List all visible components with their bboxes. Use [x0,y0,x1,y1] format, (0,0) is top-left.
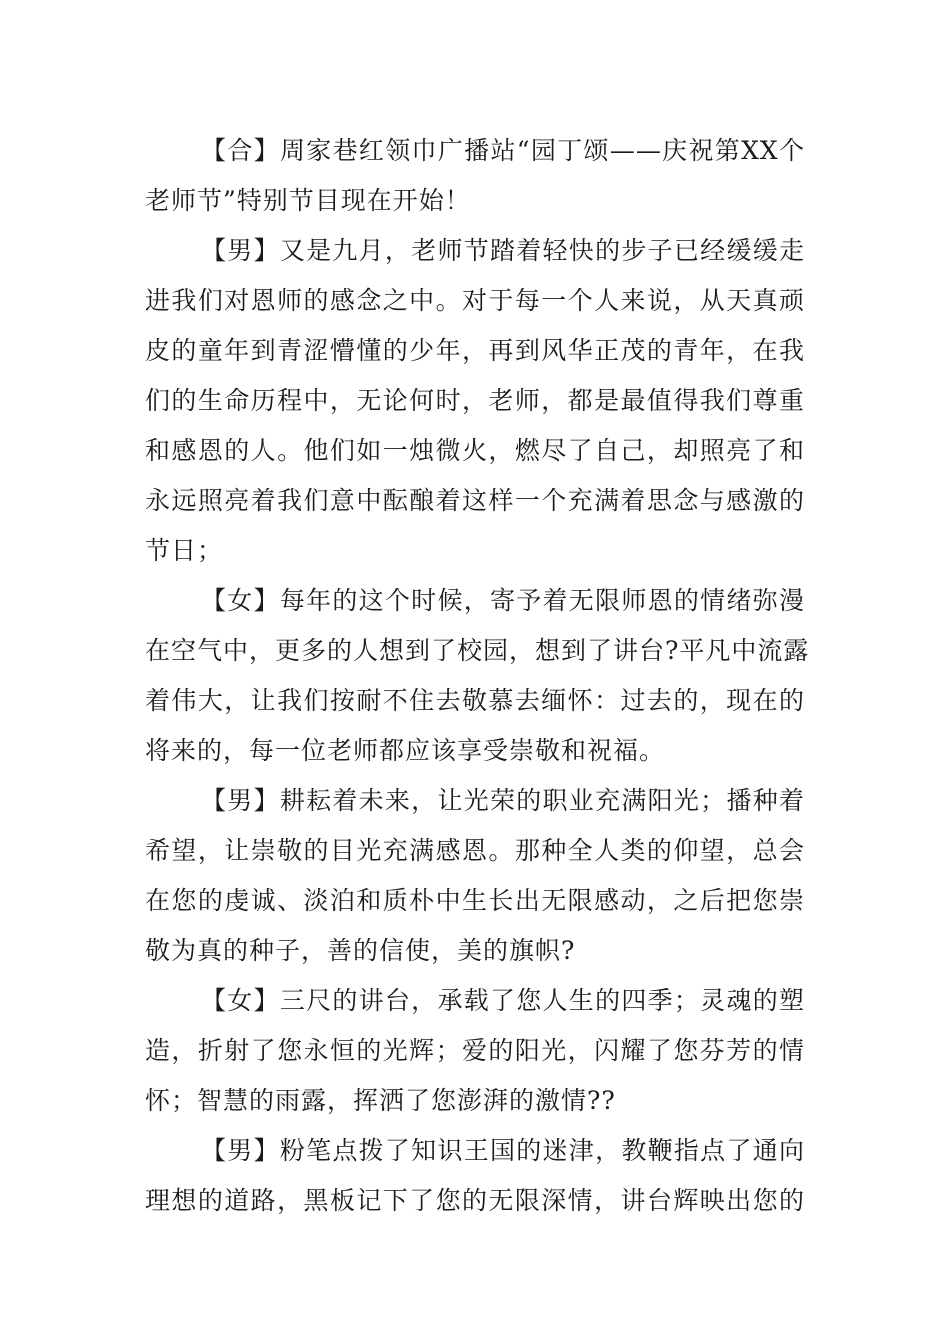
paragraph-male-1 [145,226,805,576]
text-line: 【女】每年的这个时候，寄予着无限师恩的情绪弥漫 [201,586,805,615]
text-line: 和感恩的人。他们如一烛微火，燃尽了自己，却照亮了和 [145,436,805,465]
paragraph-male-3 [145,1126,805,1226]
text-line: 们的生命历程中，无论何时，老师，都是最值得我们尊重 [145,386,805,415]
text-line: 理想的道路，黑板记下了您的无限深情，讲台辉映出您的 [145,1186,805,1215]
text-line: 着伟大，让我们按耐不住去敬慕去缅怀：过去的，现在的 [145,686,805,715]
text-line: 【合】周家巷红领巾广播站“园丁颂——庆祝第XX个 [201,136,805,165]
text-line: 造，折射了您永恒的光辉；爱的阳光，闪耀了您芬芳的情 [145,1036,805,1065]
text-line: 节日； [145,536,224,565]
text-line: 进我们对恩师的感念之中。对于每一个人来说，从天真顽 [145,286,805,315]
document-page [145,126,810,1226]
text-line: 皮的童年到青涩懵懂的少年，再到风华正茂的青年，在我 [145,336,805,365]
text-line: 在您的虔诚、淡泊和质朴中生长出无限感动，之后把您崇 [145,886,805,915]
paragraph-female-1 [145,576,810,776]
text-line: 将来的，每一位老师都应该享受崇敬和祝福。 [145,736,666,765]
text-line: 【男】粉笔点拨了知识王国的迷津，教鞭指点了通向 [201,1136,805,1165]
text-line: 永远照亮着我们意中酝酿着这样一个充满着思念与感激的 [145,486,805,515]
text-line: 怀；智慧的雨露，挥洒了您澎湃的激情?? [145,1086,616,1115]
text-line: 【男】耕耘着未来，让光荣的职业充满阳光；播种着 [201,786,805,815]
paragraph-opening [145,126,805,226]
text-line: 老师节”特别节目现在开始！ [145,186,471,215]
text-line: 希望，让崇敬的目光充满感恩。那种全人类的仰望，总会 [145,836,805,865]
paragraph-male-2 [145,776,805,976]
paragraph-female-2 [145,976,805,1126]
text-line: 【女】三尺的讲台，承载了您人生的四季；灵魂的塑 [201,986,805,1015]
text-line: 敬为真的种子，善的信使，美的旗帜? [145,936,576,965]
text-line: 在空气中，更多的人想到了校园，想到了讲台?平凡中流露 [145,636,810,665]
text-line: 【男】又是九月，老师节踏着轻快的步子已经缓缓走 [201,236,805,265]
